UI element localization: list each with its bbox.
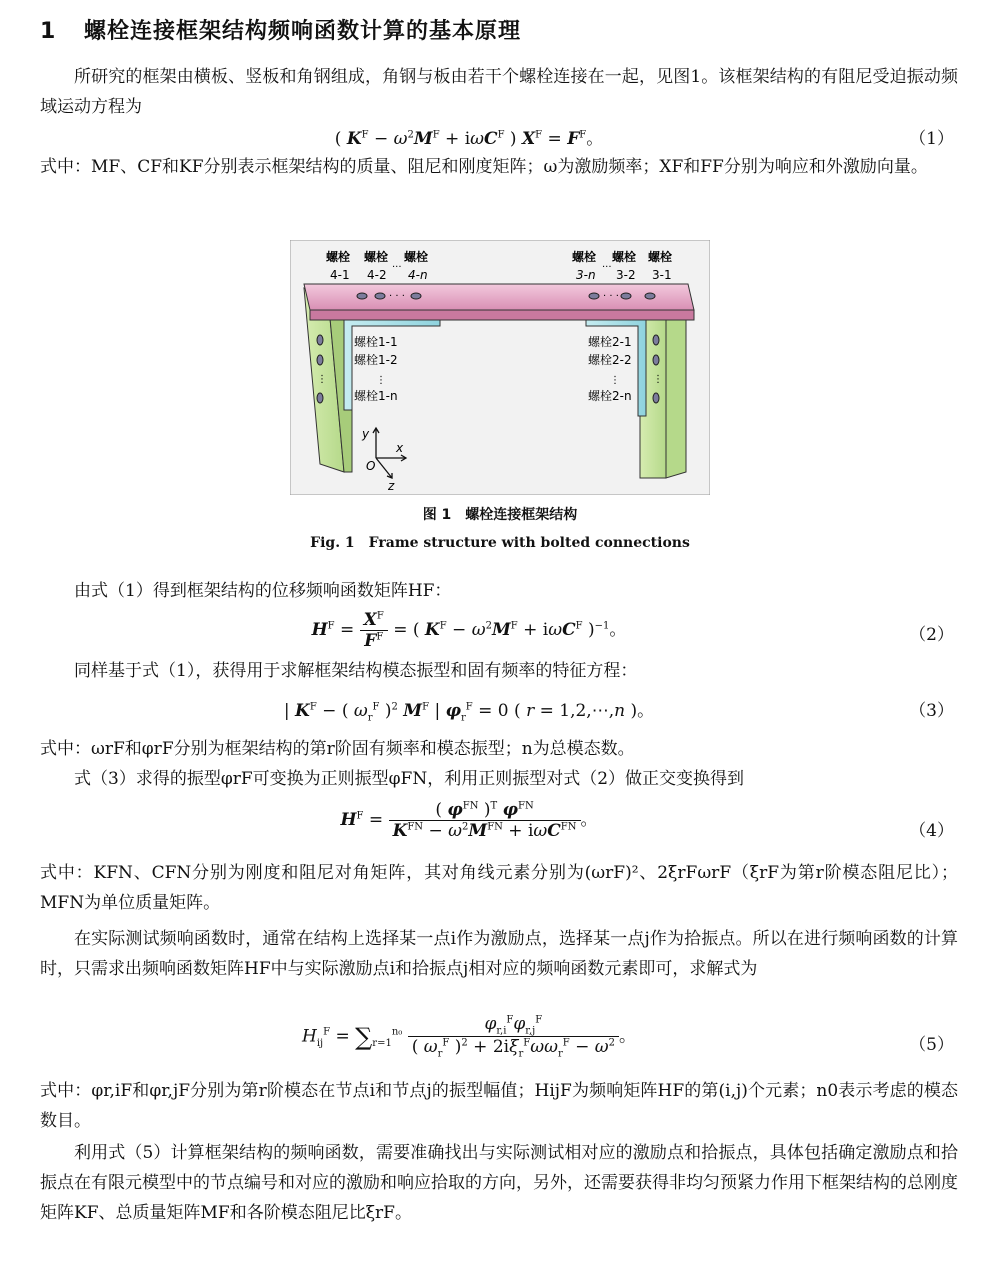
equation-5-tag: （5） [909,1035,954,1055]
left-label-vdots: ⋮ [376,375,386,386]
equation-1: ( $K^F - \omega^2M^F + i\omega C^F$ ) $X^F = F^F$。 （1） [40,124,958,152]
bolt-4-1 [357,293,367,299]
equation-5: $H_{ij}^F = \sum_{r=1}^{n_0}$ $\frac{\varphi_{r,i}^F\varphi_{r,j}^F}{( \omega_r^F )^2 + 2i\xi_r^F\omega\omega_r^F - \omega^2}$ 。 （5） [302,1014,954,1060]
bolt-1-2 [317,355,323,365]
label-bolt-3-n: 螺栓 [572,250,597,264]
paragraph-4: 同样基于式（1），获得用于求解框架结构模态振型和固有频率的特征方程： [74,661,638,681]
label-bolt-4-1: 螺栓 [326,250,351,264]
bolt-2-n [653,393,659,403]
label-bolt-4-n: 螺栓 [404,250,429,264]
bolt-3-2 [621,293,631,299]
id-bolt-4-n: 4-n [408,268,428,282]
bolt-3-n [589,293,599,299]
paragraph-5: 式中：ωrF和φrF分别为框架结构的第r阶固有频率和模态振型；n为总模态数。 [40,739,635,759]
right-bolt-vdots: ⋮ [653,374,663,385]
section-number: 1 [40,19,57,44]
paragraph-9: 式中：φr,iF和φr,jF分别为第r阶模态在节点i和节点j的振型幅值；HijF为频响矩阵HF的第(i,j)个元素；n0表示考虑的模态数目。 [40,1081,958,1131]
paragraph-7: 式中：KFN、CFN分别为刚度和阻尼对角矩阵，其对角线元素分别为(ωrF)²、2ξrFωrF（ξrF为第r阶模态阻尼比）；MFN为单位质量矩阵。 [40,863,958,913]
id-bolt-3-2: 3-2 [616,268,636,282]
label-bolt-2-2: 螺栓2-2 [588,353,632,367]
bolt-2-1 [653,335,659,345]
paragraph-2: 式中：MF、CF和KF分别表示框架结构的质量、阻尼和刚度矩阵；ω为激励频率；XF和FF分别为响应和外激励向量。 [40,157,928,177]
right-leg-side [666,312,686,478]
label-bolt-1-2: 螺栓1-2 [354,353,398,367]
figure-caption-en: Fig. 1 Frame structure with bolted connections [310,535,690,551]
label-bolt-3-1: 螺栓 [648,250,673,264]
top-right-label-ellipsis: ··· [602,262,612,273]
paragraph-8: 在实际测试频响函数时，通常在结构上选择某一点i作为激励点，选择某一点j作为拾振点。所以在进行频响函数的计算时，只需求出频响函数矩阵HF中与实际激励点i和拾振点j相对应的频响函数元素即可，求解式为 [40,929,958,979]
equation-3-tag: （3） [909,701,954,721]
figure-1-frame-diagram [290,240,710,495]
label-bolt-1-1: 螺栓1-1 [354,335,398,349]
label-bolt-3-2: 螺栓 [612,250,637,264]
bolt-4-2 [375,293,385,299]
figure-caption-cn: 图 1 螺栓连接框架结构 [422,507,578,523]
bolt-3-1 [645,293,655,299]
paragraph-1: 所研究的框架由横板、竖板和角钢组成，角钢与板由若干个螺栓连接在一起，见图1。该框架结构的有阻尼受迫振动频域运动方程为 [40,67,958,117]
top-left-ellipsis: · · · [389,291,405,302]
axis-label-z: z [388,479,395,493]
equation-4: $H^F$ = $\frac{( \varphi^{FN} )^T \varphi^{FN}}{K^{FN} - \omega^2M^{FN} + i\omega C^{FN}}$ 。 （4） [340,800,954,841]
id-bolt-4-2: 4-2 [367,268,387,282]
top-left-label-ellipsis: ··· [392,262,402,273]
bolt-1-n [317,393,323,403]
equation-2-tag: （2） [909,625,954,645]
label-bolt-2-1: 螺栓2-1 [588,335,632,349]
label-bolt-4-2: 螺栓 [364,250,389,264]
section-heading [40,14,521,45]
bolt-4-n [411,293,421,299]
left-bolt-vdots: ⋮ [317,374,327,385]
id-bolt-3-n: 3-n [576,268,596,282]
paragraph-10: 利用式（5）计算框架结构的频响函数，需要准确找出与实际测试相对应的激励点和拾振点，具体包括确定激励点和拾振点在有限元模型中的节点编号和对应的激励和响应拾取的方向，另外，还需要获得非均匀预紧力作用下框架结构的总刚度矩阵KF、总质量矩阵MF和各阶模态阻尼比ξrF。 [40,1143,958,1223]
axis-label-origin: O [366,459,376,473]
right-label-vdots: ⋮ [610,375,620,386]
top-plate-front [310,310,694,320]
id-bolt-3-1: 3-1 [652,268,672,282]
equation-3: | $K^F$ − ( $\omega_r^F$ )$^2$ $M^F$ | $\varphi_r^F = 0$ ( r = 1,2,⋯,n )。 （3） [40,696,958,726]
equation-4-tag: （4） [909,821,954,841]
label-bolt-1-n: 螺栓1-n [354,389,398,403]
paragraph-3: 由式（1）得到框架结构的位移频响函数矩阵HF： [74,581,452,601]
equation-2: $H^F$ = $\frac{X^F}{F^F}$ = ( $K^F - \omega^2M^F + i\omega C^F$ )$^{-1}$。 （2） [311,610,954,651]
paragraph-6: 式（3）求得的振型φrF可变换为正则振型φFN，利用正则振型对式（2）做正交变换得到 [74,769,745,789]
label-bolt-2-n: 螺栓2-n [588,389,632,403]
top-right-ellipsis: · · · [603,291,619,302]
id-bolt-4-1: 4-1 [330,268,350,282]
equation-1-tag: （1） [909,129,954,149]
section-title: 螺栓连接框架结构频响函数计算的基本原理 [84,19,522,44]
axis-label-x: x [396,441,404,455]
bolt-1-1 [317,335,323,345]
bolt-2-2 [653,355,659,365]
axis-label-y: y [362,427,370,441]
